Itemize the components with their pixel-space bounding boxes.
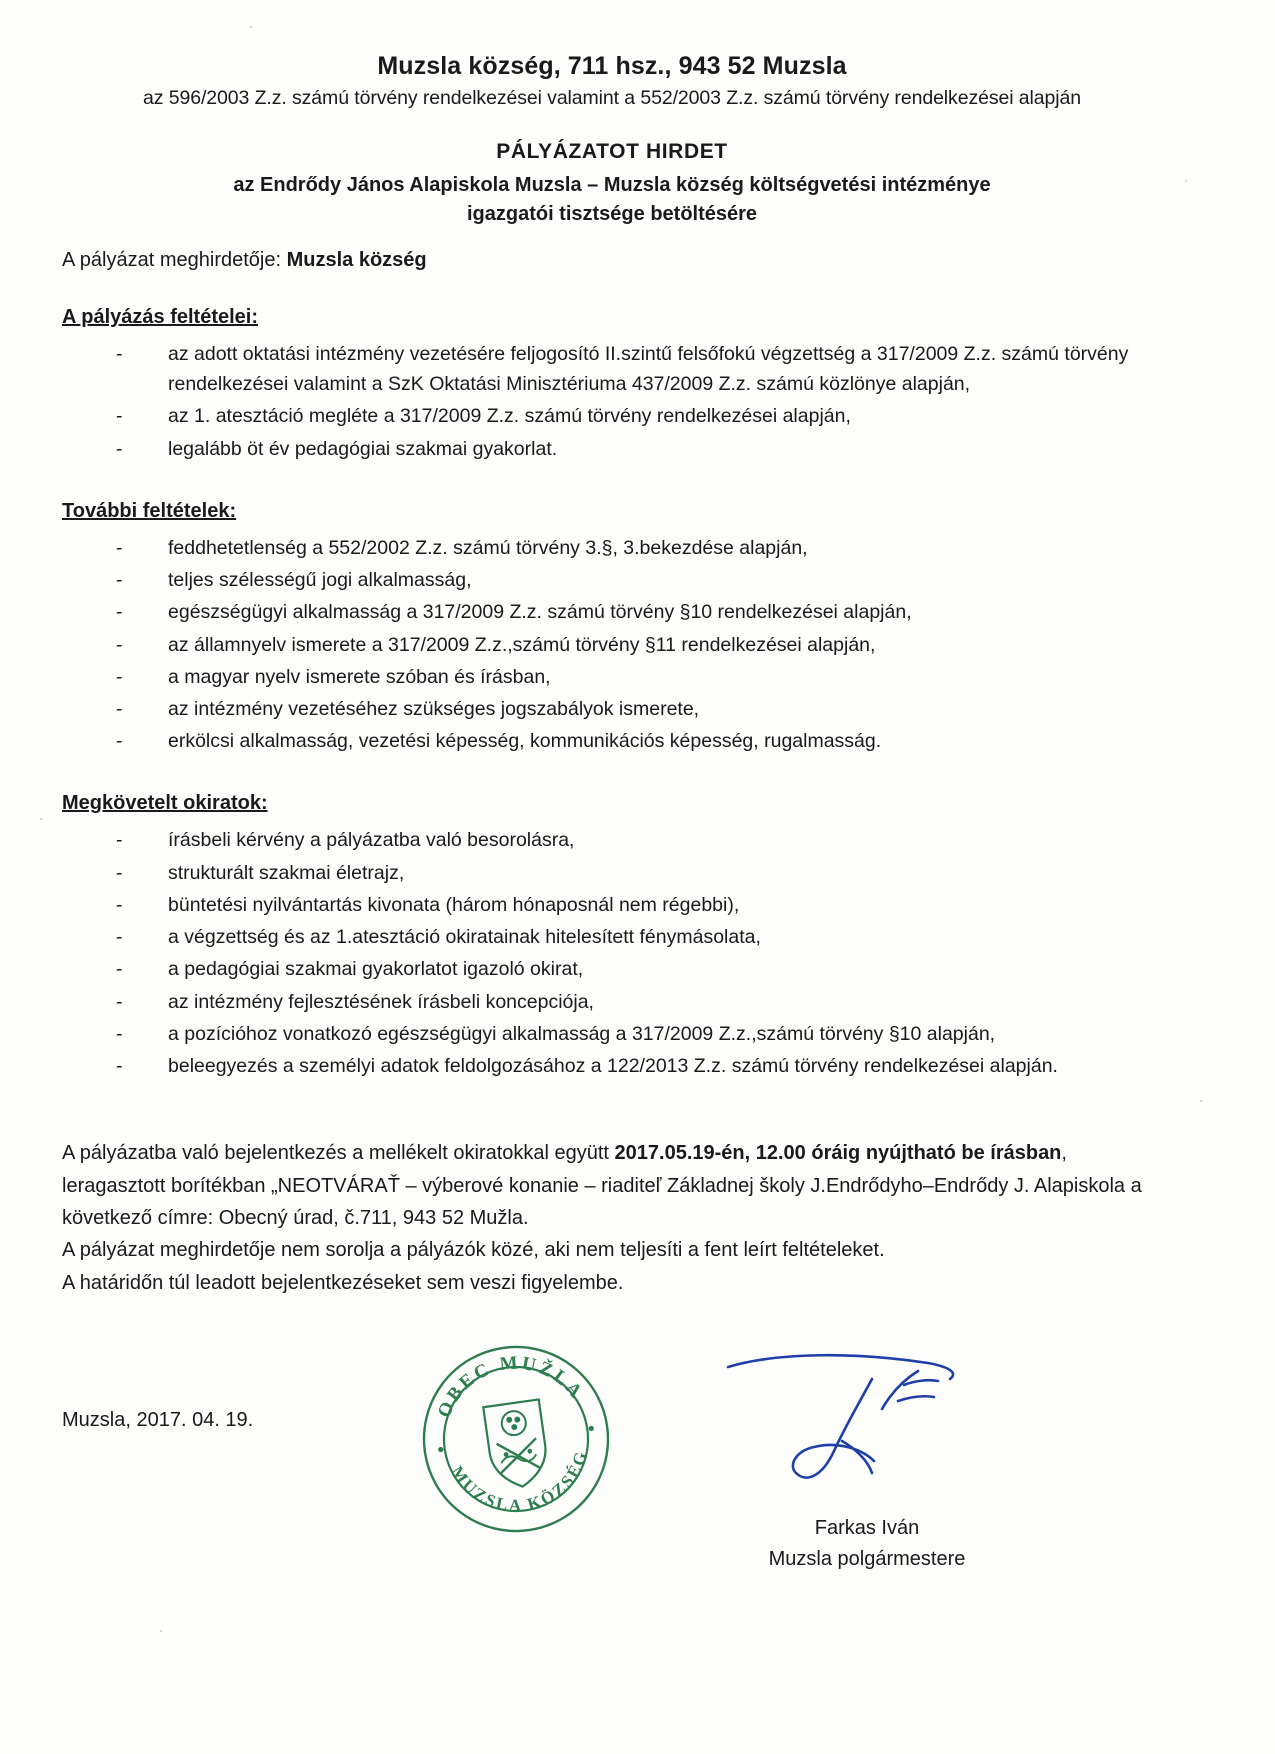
list-item-text: az 1. atesztáció megléte a 317/2009 Z.z. számú törvény rendelkezései alapján,	[168, 405, 851, 428]
announcer-value: Muzsla község	[286, 249, 427, 271]
bullet-dash: -	[116, 405, 123, 428]
official-stamp	[418, 1341, 614, 1537]
bullet-dash: -	[116, 958, 123, 981]
list-item-text: a pozícióhoz vonatkozó egészségügyi alkalmasság a 317/2009 Z.z.,számú törvény §10 alapján,	[168, 1022, 996, 1045]
bullet-dash: -	[116, 1054, 123, 1077]
list-item	[116, 401, 1162, 433]
position-line-2: igazgatói tisztsége betöltésére	[466, 203, 758, 225]
list-item-text: egészségügyi alkalmasság a 317/2009 Z.z. számú törvény §10 rendelkezései alapján,	[168, 601, 912, 624]
section-heading-conditions: A pályázás feltételei:	[62, 306, 259, 328]
list-item-text: teljes szélességű jogi alkalmasság,	[168, 569, 472, 592]
list-item	[116, 858, 1162, 890]
closing-paragraph-3: A határidőn túl leadott bejelentkezéseket sem veszi figyelembe.	[62, 1271, 624, 1294]
legal-basis-subtitle: az 596/2003 Z.z. számú törvény rendelkezései valamint a 552/2003 Z.z. számú törvény rendelkezései alapján	[143, 87, 1081, 109]
list-item	[116, 1019, 1162, 1051]
list-item	[116, 954, 1162, 986]
list-item-text: a végzettség és az 1.atesztáció okiratainak hitelesített fénymásolata,	[168, 926, 761, 949]
list-item-text: feddhetetlenség a 552/2002 Z.z. számú törvény 3.§, 3.bekezdése alapján,	[168, 536, 808, 559]
list-item	[116, 922, 1162, 954]
bullet-dash: -	[116, 437, 123, 460]
section-heading-required-documents: Megkövetelt okiratok:	[62, 792, 268, 815]
bullet-dash: -	[116, 893, 123, 916]
place-and-date: Muzsla, 2017. 04. 19.	[62, 1409, 254, 1432]
scan-speck	[1185, 180, 1187, 182]
bullet-dash: -	[116, 536, 123, 559]
svg-text:MUZSLA KÖZSÉG: MUZSLA KÖZSÉG	[447, 1447, 592, 1516]
list-item	[116, 533, 1162, 565]
list-item-text: strukturált szakmai életrajz,	[168, 861, 405, 884]
announcer-line	[62, 249, 1162, 272]
list-item-text: legalább öt év pedagógiai szakmai gyakorlat.	[168, 437, 558, 460]
bullet-dash: -	[116, 343, 123, 365]
signer-name: Farkas Iván	[814, 1517, 920, 1540]
list-item	[116, 597, 1162, 629]
list-item	[116, 987, 1162, 1019]
bullet-dash: -	[116, 730, 123, 753]
closing-paragraphs	[62, 1137, 1162, 1299]
document-body	[62, 52, 1162, 1595]
scan-speck	[160, 1630, 162, 1632]
list-item	[116, 662, 1162, 694]
bullet-dash: -	[116, 569, 123, 592]
scan-speck	[250, 26, 252, 28]
list-item-text: erkölcsi alkalmasság, vezetési képesség, kommunikációs képesség, rugalmasság.	[168, 730, 882, 753]
list-item	[116, 825, 1162, 857]
list-item-text: büntetési nyilvántartás kivonata (három hónaposnál nem régebbi),	[168, 893, 740, 916]
page-title: Muzsla község, 711 hsz., 943 52 Muzsla	[377, 52, 847, 80]
section-heading-further-conditions: További feltételek:	[62, 499, 237, 522]
list-item-text: az adott oktatási intézmény vezetésére feljogosító II.szintű felsőfokú végzettség a 317/2009 Z.z. számú törvény rendelkezései valamint a SzK Oktatási Minisztériuma 437/2009 Z.z. számú közlönye alapján,	[168, 343, 1129, 396]
closing-text-b: , leragasztott borítékban „NEOTVÁRAŤ – výberové konanie – riaditeľ Základnej školy J.Endrődyho–Endrődy J. Alapiskola a következő címre: Obecný úrad, č.711, 943 52 Mužla.	[62, 1142, 1142, 1229]
bullet-dash: -	[116, 601, 123, 624]
list-item	[116, 1051, 1162, 1083]
bullet-dash: -	[116, 990, 123, 1013]
position-line-1: az Endrődy János Alapiskola Muzsla – Muzsla község költségvetési intézménye	[233, 174, 991, 196]
list-further-conditions	[62, 533, 1162, 759]
list-item	[116, 434, 1162, 466]
announcement-headline: PÁLYÁZATOT HIRDET	[496, 140, 728, 163]
signer-block	[702, 1513, 1032, 1575]
scan-speck	[40, 818, 42, 820]
bullet-dash: -	[116, 926, 123, 949]
list-item-text: a pedagógiai szakmai gyakorlatot igazoló okirat,	[168, 958, 584, 981]
list-item	[116, 890, 1162, 922]
handwritten-signature	[722, 1345, 982, 1505]
list-item	[116, 339, 1162, 401]
list-item-text: írásbeli kérvény a pályázatba való besorolásra,	[168, 829, 575, 852]
closing-paragraph-2: A pályázat meghirdetője nem sorolja a pályázók közé, aki nem teljesíti a fent leírt feltételeket.	[62, 1239, 885, 1262]
svg-text:OBEC MUŽLA: OBEC MUŽLA	[433, 1352, 588, 1421]
list-item-text: az intézmény vezetéséhez szükséges jogszabályok ismerete,	[168, 697, 700, 720]
list-item	[116, 694, 1162, 726]
deadline-emphasis: 2017.05.19-én, 12.00 óráig nyújtható be írásban	[614, 1142, 1062, 1165]
signer-role: Muzsla polgármestere	[768, 1548, 966, 1571]
bullet-dash: -	[116, 1022, 123, 1045]
bullet-dash: -	[116, 861, 123, 884]
list-item	[116, 630, 1162, 662]
list-item-text: az államnyelv ismerete a 317/2009 Z.z.,számú törvény §11 rendelkezései alapján,	[168, 633, 876, 656]
bullet-dash: -	[116, 665, 123, 688]
scan-speck	[1200, 1100, 1202, 1102]
signature-area	[62, 1345, 1162, 1595]
bullet-dash: -	[116, 829, 123, 852]
closing-paragraph-1	[62, 1137, 1162, 1234]
list-conditions	[62, 339, 1162, 466]
bullet-dash: -	[116, 697, 123, 720]
list-item	[116, 565, 1162, 597]
bullet-dash: -	[116, 633, 123, 656]
list-required-documents	[62, 825, 1162, 1083]
list-item-text: a magyar nyelv ismerete szóban és írásban,	[168, 665, 551, 688]
list-item-text: beleegyezés a személyi adatok feldolgozásához a 122/2013 Z.z. számú törvény rendelkezései alapján.	[168, 1054, 1058, 1077]
announcer-label: A pályázat meghirdetője:	[62, 249, 287, 271]
closing-text-a: A pályázatba való bejelentkezés a mellékelt okiratokkal együtt	[62, 1142, 615, 1165]
list-item-text: az intézmény fejlesztésének írásbeli koncepciója,	[168, 990, 594, 1013]
list-item	[116, 726, 1162, 758]
